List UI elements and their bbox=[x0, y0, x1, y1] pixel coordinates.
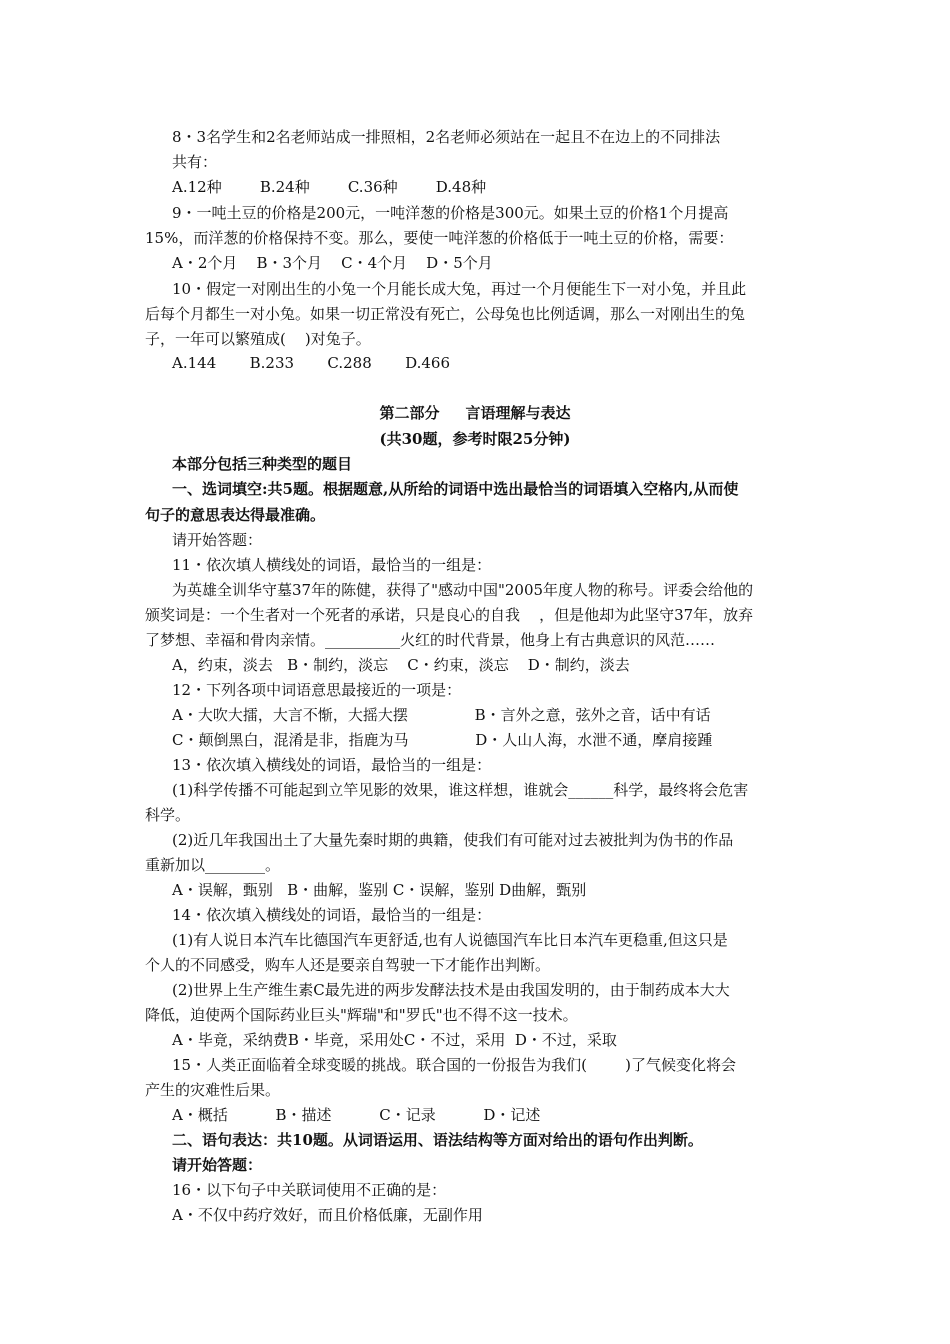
q8-stem-line2: 共有： bbox=[172, 153, 218, 171]
q14-stem: 14・依次填入横线处的词语，最恰当的一组是： bbox=[172, 906, 492, 924]
q11-passage-line1: 为英雄全训华守墓37年的陈健，获得了"感动中国"2005年度人物的称号。评委会给他的 bbox=[172, 581, 754, 599]
q15-stem-line1: 15・人类正面临着全球变暖的挑战。联合国的一份报告为我们( )了气候变化将会 bbox=[172, 1056, 736, 1074]
q8-stem-line1: 8・3名学生和2名老师站成一排照相，2名老师必须站在一起且不在边上的不同排法 bbox=[172, 128, 721, 146]
q12-stem: 12・下列各项中词语意思最接近的一项是： bbox=[172, 681, 462, 699]
q9-options: A・2个月 B・3个月 C・4个月 D・5个月 bbox=[172, 254, 493, 272]
q9-stem-line1: 9・一吨土豆的价格是200元，一吨洋葱的价格是300元。如果土豆的价格1个月提高 bbox=[172, 204, 729, 222]
q14-options: A・毕竟，采纳费B・毕竟，采用处C・不过，采用 D・不过，采取 bbox=[172, 1031, 617, 1049]
q14-sentence2-line2: 降低，迫使两个国际药业巨头"辉瑞"和"罗氏"也不得不这一技术。 bbox=[145, 1006, 578, 1024]
q15-options: A・概括 B・描述 C・记录 D・记述 bbox=[172, 1106, 541, 1124]
q11-stem: 11・依次填人横线处的词语，最恰当的一组是： bbox=[172, 556, 492, 574]
q14-sentence2-line1: (2)世界上生产维生素C最先进的两步发酵法技术是由我国发明的，由于制药成本大大 bbox=[172, 981, 730, 999]
q13-sentence2-line2: 重新加以________。 bbox=[145, 856, 281, 874]
q13-sentence2-line1: (2)近几年我国出土了大量先秦时期的典籍，使我们有可能对过去被批判为伪书的作品 bbox=[172, 831, 734, 849]
section1-title-line2: 句子的意思表达得最准确。 bbox=[145, 506, 326, 524]
q14-sentence1-line2: 个人的不同感受，购车人还是要亲自驾驶一下才能作出判断。 bbox=[145, 956, 551, 974]
q10-options: A.144 B.233 C.288 D.466 bbox=[172, 354, 451, 372]
q8-options: A.12种 B.24种 C.36种 D.48种 bbox=[172, 178, 487, 196]
q10-stem-line1: 10・假定一对刚出生的小兔一个月能长成大兔，再过一个月便能生下一对小兔，并且此 bbox=[172, 280, 747, 298]
section1-start: 请开始答题： bbox=[172, 531, 263, 549]
q16-stem: 16・以下句子中关联词使用不正确的是： bbox=[172, 1181, 447, 1199]
section1-title-line1: 一、选词填空:共5题。根据题意,从所给的词语中选出最恰当的词语填入空格内,从而使 bbox=[172, 480, 739, 498]
q12-options-row1: A・大吹大擂，大言不惭，大摇大摆 B・言外之意，弦外之音，话中有话 bbox=[172, 706, 711, 724]
q14-sentence1-line1: (1)有人说日本汽车比德国汽车更舒适,也有人说德国汽车比日本汽车更稳重,但这只是 bbox=[172, 931, 728, 949]
section2-title: 二、语句表达：共10题。从词语运用、语法结构等方面对给出的语句作出判断。 bbox=[172, 1131, 703, 1149]
part2-title: 第二部分 言语理解与表达 bbox=[379, 404, 571, 422]
q13-sentence1-line1: (1)科学传播不可能起到立竿见影的效果，谁这样想，谁就会______科学，最终将会危害 bbox=[172, 781, 749, 799]
q11-passage-line3: 了梦想、幸福和骨肉亲情。__________火红的时代背景，他身上有古典意识的风范…… bbox=[145, 631, 716, 649]
q13-stem: 13・依次填入横线处的词语，最恰当的一组是： bbox=[172, 756, 492, 774]
part2-subtitle: (共30题，参考时限25分钟) bbox=[379, 430, 571, 448]
q13-options: A・误解，甄别 B・曲解，鉴别 C・误解，鉴别 D曲解，甄别 bbox=[172, 881, 587, 899]
q11-options: A，约束，淡去 B・制约，淡忘 C・约束，淡忘 D・制约，淡去 bbox=[172, 656, 630, 674]
part2-intro: 本部分包括三种类型的题目 bbox=[172, 455, 353, 473]
q15-stem-line2: 产生的灾难性后果。 bbox=[145, 1081, 281, 1099]
q13-sentence1-line2: 科学。 bbox=[145, 806, 191, 824]
q16-option-a: A・不仅中药疗效好，而且价格低廉，无副作用 bbox=[172, 1206, 483, 1224]
q10-stem-line2: 后每个月都生一对小兔。如果一切正常没有死亡，公母兔也比例适调，那么一对刚出生的兔 bbox=[145, 305, 746, 323]
q9-stem-line2: 15%，而洋葱的价格保持不变。那么，要使一吨洋葱的价格低于一吨土豆的价格，需要： bbox=[145, 229, 734, 247]
q10-stem-line3: 子，一年可以繁殖成( )对兔子。 bbox=[145, 330, 371, 348]
q11-passage-line2: 颁奖词是：一个生者对一个死者的承诺，只是良心的自我 ，但是他却为此坚守37年，放弃 bbox=[145, 606, 754, 624]
q12-options-row2: C・颠倒黑白，混淆是非，指鹿为马 D・人山人海，水泄不通，摩肩接踵 bbox=[172, 731, 713, 749]
section2-start: 请开始答题： bbox=[172, 1156, 263, 1174]
